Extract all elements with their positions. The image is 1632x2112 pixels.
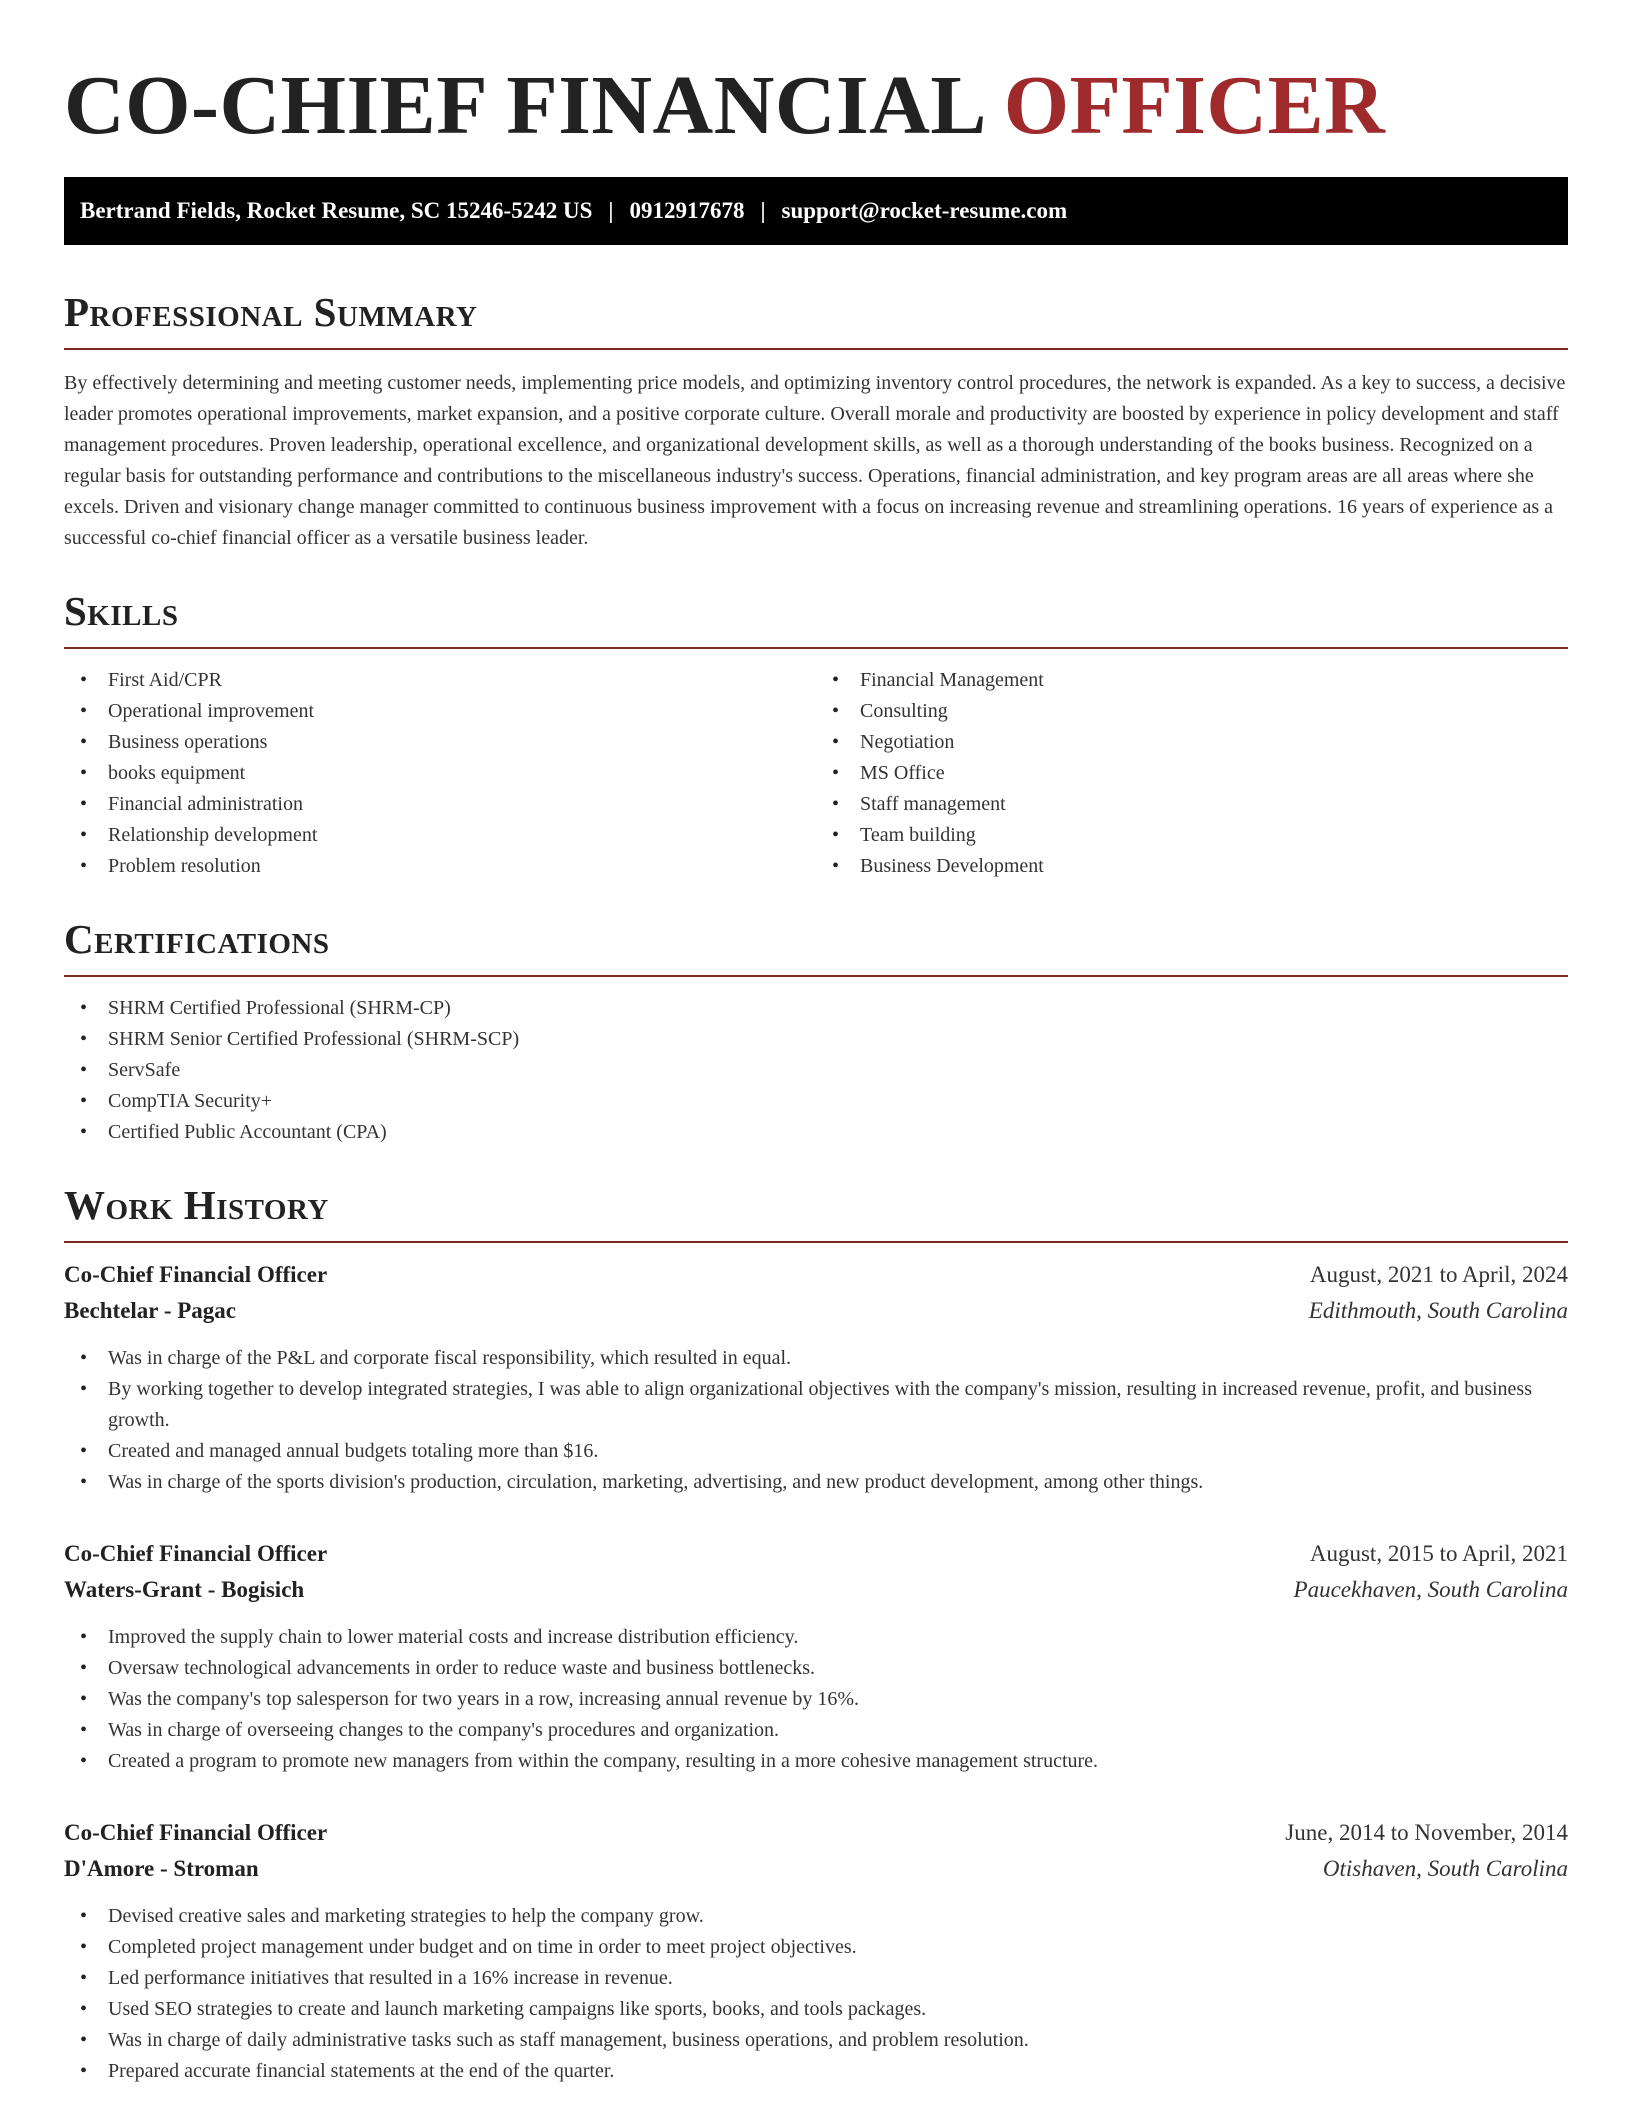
job-entry bbox=[64, 1815, 1568, 2087]
skill-item: • Operational improvement bbox=[64, 696, 816, 727]
work-history-heading: Work History bbox=[64, 1182, 1568, 1243]
contact-phone[interactable]: 0912917678 bbox=[629, 197, 745, 223]
skill-item: • Financial administration bbox=[64, 789, 816, 820]
skill-item: • Staff management bbox=[816, 789, 1568, 820]
skill-item: • Business operations bbox=[64, 727, 816, 758]
contact-address: Bertrand Fields, Rocket Resume, SC 15246-5242 US bbox=[80, 197, 593, 223]
job-dates: June, 2014 to November, 2014 bbox=[1285, 1820, 1568, 1846]
job-header-row bbox=[64, 1257, 1568, 1293]
job-duties-list bbox=[64, 1901, 1568, 2087]
skill-item: • Negotiation bbox=[816, 727, 1568, 758]
skills-list-left bbox=[64, 665, 816, 882]
job-company-row bbox=[64, 1293, 1568, 1329]
certifications-heading: Certifications bbox=[64, 916, 1568, 977]
job-company: D'Amore - Stroman bbox=[64, 1856, 259, 1882]
skill-item: • Financial Management bbox=[816, 665, 1568, 696]
job-entry bbox=[64, 1257, 1568, 1498]
job-duty-item: • Led performance initiatives that resulted in a 16% increase in revenue. bbox=[64, 1963, 1568, 1994]
contact-separator: | bbox=[608, 197, 614, 223]
skill-item: • books equipment bbox=[64, 758, 816, 789]
job-company: Waters-Grant - Bogisich bbox=[64, 1577, 305, 1603]
skill-item: • Consulting bbox=[816, 696, 1568, 727]
summary-heading: Professional Summary bbox=[64, 289, 1568, 350]
job-header-row bbox=[64, 1815, 1568, 1851]
job-dates: August, 2015 to April, 2021 bbox=[1309, 1541, 1568, 1567]
job-header-row bbox=[64, 1536, 1568, 1572]
skill-item: • First Aid/CPR bbox=[64, 665, 816, 696]
skill-item: • Problem resolution bbox=[64, 851, 816, 882]
job-duty-item: • Completed project management under budget and on time in order to meet project objectives. bbox=[64, 1932, 1568, 1963]
skills-heading: Skills bbox=[64, 588, 1568, 649]
certification-item: • SHRM Certified Professional (SHRM-CP) bbox=[64, 993, 1568, 1024]
job-title: Co-Chief Financial Officer bbox=[64, 1820, 328, 1846]
title-main: CO-CHIEF FINANCIAL bbox=[64, 59, 983, 152]
job-duty-item: • Used SEO strategies to create and launch marketing campaigns like sports, books, and tools packages. bbox=[64, 1994, 1568, 2025]
job-company: Bechtelar - Pagac bbox=[64, 1298, 237, 1324]
job-duty-item: • Was in charge of the P&L and corporate fiscal responsibility, which resulted in equal. bbox=[64, 1343, 1568, 1374]
job-duty-item: • Was in charge of overseeing changes to the company's procedures and organization. bbox=[64, 1715, 1568, 1746]
title-accent: OFFICER bbox=[1003, 59, 1386, 152]
certification-item: • ServSafe bbox=[64, 1055, 1568, 1086]
job-location: Otishaven, South Carolina bbox=[1322, 1856, 1568, 1882]
job-dates: August, 2021 to April, 2024 bbox=[1309, 1262, 1568, 1288]
contact-bar bbox=[64, 177, 1568, 245]
skill-item: • MS Office bbox=[816, 758, 1568, 789]
job-duty-item: • Oversaw technological advancements in order to reduce waste and business bottlenecks. bbox=[64, 1653, 1568, 1684]
summary-text: By effectively determining and meeting customer needs, implementing price models, and optimizing inventory control procedures, the network is expanded. As a key to success, a decisive leader promotes operational improvements, market expansion, and a positive corporate culture. Overall morale and productivity are boosted by experience in policy development and staff management procedures. Proven leadership, operational excellence, and organizational development skills, as well as a thorough understanding of the books business. Recognized on a regular basis for outstanding performance and contributions to the miscellaneous industry's success. Operations, financial administration, and key program areas are all areas where she excels. Driven and visionary change manager committed to continuous business improvement with a focus on increasing revenue and streamlining operations. 16 years of experience as a successful co-chief financial officer as a versatile business leader. bbox=[64, 371, 1566, 549]
job-duty-item: • Created a program to promote new managers from within the company, resulting in a more cohesive management structure. bbox=[64, 1746, 1568, 1777]
job-entry bbox=[64, 1536, 1568, 1777]
certifications-list bbox=[64, 993, 1568, 1148]
resume-title bbox=[64, 0, 1568, 157]
job-duties-list bbox=[64, 1343, 1568, 1498]
job-duty-item: • Created and managed annual budgets totaling more than $16. bbox=[64, 1436, 1568, 1467]
certification-item: • Certified Public Accountant (CPA) bbox=[64, 1117, 1568, 1148]
job-duty-item: • Improved the supply chain to lower material costs and increase distribution efficiency. bbox=[64, 1622, 1568, 1653]
skill-item: • Business Development bbox=[816, 851, 1568, 882]
job-title: Co-Chief Financial Officer bbox=[64, 1262, 328, 1288]
job-duty-item: • Prepared accurate financial statements at the end of the quarter. bbox=[64, 2056, 1568, 2087]
certification-item: • CompTIA Security+ bbox=[64, 1086, 1568, 1117]
summary-section bbox=[64, 289, 1568, 554]
certification-item: • SHRM Senior Certified Professional (SHRM-SCP) bbox=[64, 1024, 1568, 1055]
job-duty-item: • Was the company's top salesperson for two years in a row, increasing annual revenue by 16%. bbox=[64, 1684, 1568, 1715]
skills-section bbox=[64, 588, 1568, 882]
skills-grid bbox=[64, 665, 1568, 882]
work-history-section bbox=[64, 1182, 1568, 2087]
job-location: Edithmouth, South Carolina bbox=[1308, 1298, 1568, 1324]
skill-item: • Relationship development bbox=[64, 820, 816, 851]
job-title: Co-Chief Financial Officer bbox=[64, 1541, 328, 1567]
contact-email[interactable]: support@rocket-resume.com bbox=[781, 197, 1068, 223]
certifications-section bbox=[64, 916, 1568, 1148]
skill-item: • Team building bbox=[816, 820, 1568, 851]
job-company-row bbox=[64, 1572, 1568, 1608]
skills-list-right bbox=[816, 665, 1568, 882]
job-duty-item: • Devised creative sales and marketing strategies to help the company grow. bbox=[64, 1901, 1568, 1932]
job-duties-list bbox=[64, 1622, 1568, 1777]
job-company-row bbox=[64, 1851, 1568, 1887]
job-duty-item: • By working together to develop integrated strategies, I was able to align organizational objectives with the company's mission, resulting in increased revenue, profit, and business growth. bbox=[64, 1374, 1568, 1436]
contact-separator: | bbox=[760, 197, 766, 223]
job-duty-item: • Was in charge of daily administrative tasks such as staff management, business operations, and problem resolution. bbox=[64, 2025, 1568, 2056]
job-location: Paucekhaven, South Carolina bbox=[1293, 1577, 1568, 1603]
job-duty-item: • Was in charge of the sports division's production, circulation, marketing, advertising, and new product development, among other things. bbox=[64, 1467, 1568, 1498]
